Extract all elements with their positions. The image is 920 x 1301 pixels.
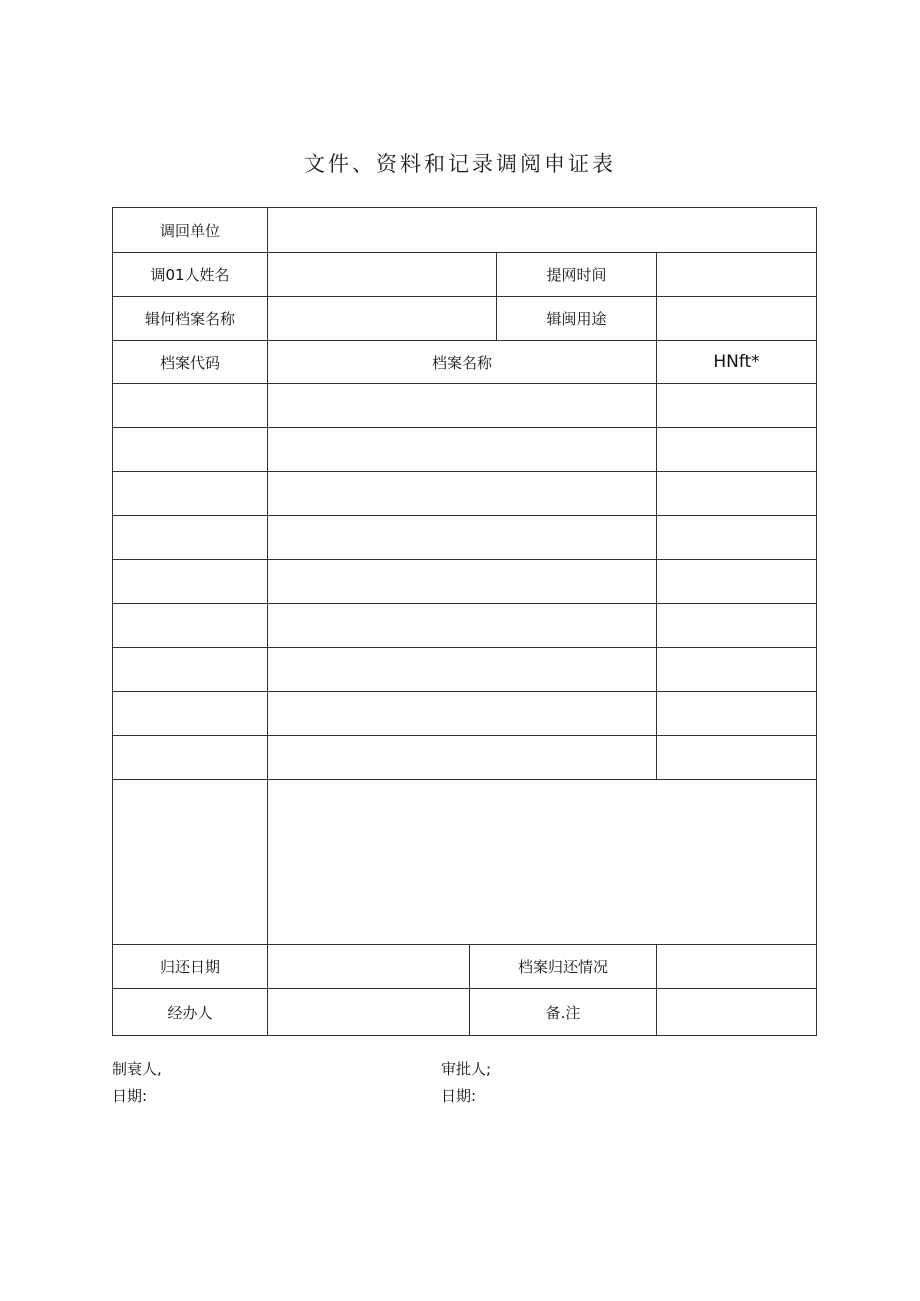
col-header-extra: HNft* (657, 341, 817, 384)
row-code-cell[interactable] (113, 692, 268, 736)
unit-label: 调回单位 (113, 208, 268, 253)
return-status-field[interactable] (657, 945, 817, 989)
row-extra-cell[interactable] (657, 692, 817, 736)
approval-block-field[interactable] (268, 780, 817, 945)
table-row (113, 692, 817, 736)
unit-row (113, 208, 817, 253)
row-extra-cell[interactable] (657, 604, 817, 648)
return-row (113, 945, 817, 989)
return-date-field[interactable] (268, 945, 470, 989)
return-status-label: 档案归还情况 (470, 945, 657, 989)
handler-field[interactable] (268, 989, 470, 1036)
row-name-cell[interactable] (268, 428, 657, 472)
row-code-cell[interactable] (113, 648, 268, 692)
archive-name-label: 辑何档案名称 (113, 297, 268, 341)
row-name-cell[interactable] (268, 472, 657, 516)
maker-label: 制衰人, (112, 1060, 162, 1078)
row-extra-cell[interactable] (657, 472, 817, 516)
column-header-row (113, 341, 817, 384)
row-extra-cell[interactable] (657, 736, 817, 780)
table-row (113, 604, 817, 648)
purpose-field[interactable] (657, 297, 817, 341)
row-code-cell[interactable] (113, 384, 268, 428)
row-code-cell[interactable] (113, 604, 268, 648)
table-row (113, 736, 817, 780)
archive-purpose-row (113, 297, 817, 341)
time-field[interactable] (657, 253, 817, 297)
row-name-cell[interactable] (268, 516, 657, 560)
row-name-cell[interactable] (268, 560, 657, 604)
table-row (113, 516, 817, 560)
row-extra-cell[interactable] (657, 648, 817, 692)
row-code-cell[interactable] (113, 472, 268, 516)
maker-date-label: 日期: (112, 1087, 148, 1105)
row-name-cell[interactable] (268, 736, 657, 780)
approval-block-label (113, 780, 268, 945)
table-row (113, 648, 817, 692)
remark-field[interactable] (657, 989, 817, 1036)
row-code-cell[interactable] (113, 428, 268, 472)
row-code-cell[interactable] (113, 736, 268, 780)
approver-label: 审批人; (441, 1060, 492, 1078)
approver-date-label: 日期: (441, 1087, 477, 1105)
person-label: 调01人姓名 (113, 253, 268, 297)
page-title: 文件、资料和记录调阅申证表 (304, 152, 616, 176)
handler-label: 经办人 (113, 989, 268, 1036)
row-extra-cell[interactable] (657, 516, 817, 560)
remark-label: 备.注 (470, 989, 657, 1036)
person-field[interactable] (268, 253, 497, 297)
unit-field[interactable] (268, 208, 817, 253)
time-label: 提网时间 (497, 253, 657, 297)
row-name-cell[interactable] (268, 384, 657, 428)
col-header-code: 档案代码 (113, 341, 268, 384)
col-header-name: 档案名称 (268, 341, 657, 384)
approval-block-row (113, 780, 817, 945)
row-extra-cell[interactable] (657, 560, 817, 604)
row-name-cell[interactable] (268, 648, 657, 692)
purpose-label: 辑闽用途 (497, 297, 657, 341)
row-code-cell[interactable] (113, 560, 268, 604)
table-row (113, 428, 817, 472)
row-name-cell[interactable] (268, 692, 657, 736)
person-row (113, 253, 817, 297)
table-row (113, 384, 817, 428)
request-form-table (112, 207, 817, 1036)
row-name-cell[interactable] (268, 604, 657, 648)
handler-row (113, 989, 817, 1036)
archive-name-field[interactable] (268, 297, 497, 341)
table-row (113, 560, 817, 604)
row-code-cell[interactable] (113, 516, 268, 560)
table-row (113, 472, 817, 516)
row-extra-cell[interactable] (657, 428, 817, 472)
return-date-label: 归还日期 (113, 945, 268, 989)
row-extra-cell[interactable] (657, 384, 817, 428)
